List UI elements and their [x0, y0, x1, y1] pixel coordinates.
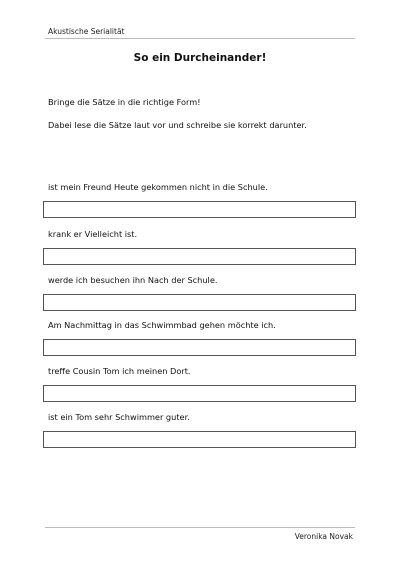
answer-box-3[interactable]: [43, 294, 356, 311]
exercise-sentence-1: ist mein Freund Heute gekommen nicht in die Schule.: [48, 182, 268, 192]
answer-box-1[interactable]: [43, 201, 356, 218]
answer-box-4[interactable]: [43, 339, 356, 356]
answer-box-5[interactable]: [43, 385, 356, 402]
footer-divider: [45, 527, 355, 528]
header-divider: [45, 38, 355, 39]
exercise-sentence-4: Am Nachmittag in das Schwimmbad gehen möchte ich.: [48, 320, 276, 330]
exercise-sentence-6: ist ein Tom sehr Schwimmer guter.: [48, 412, 190, 422]
exercise-sentence-2: krank er Vielleicht ist.: [48, 229, 138, 239]
footer-author: Veronika Novak: [294, 532, 353, 541]
answer-box-2[interactable]: [43, 248, 356, 265]
exercise-sentence-3: werde ich besuchen ihn Nach der Schule.: [48, 275, 218, 285]
instruction-line-1: Bringe die Sätze in die richtige Form!: [48, 97, 201, 107]
exercise-sentence-5: treffe Cousin Tom ich meinen Dort.: [48, 366, 191, 376]
page-title: So ein Durcheinander!: [133, 52, 267, 64]
answer-box-6[interactable]: [43, 431, 356, 448]
instruction-line-2: Dabei lese die Sätze laut vor und schreibe sie korrekt darunter.: [48, 120, 307, 130]
header-label: Akustische Serialität: [48, 27, 125, 36]
